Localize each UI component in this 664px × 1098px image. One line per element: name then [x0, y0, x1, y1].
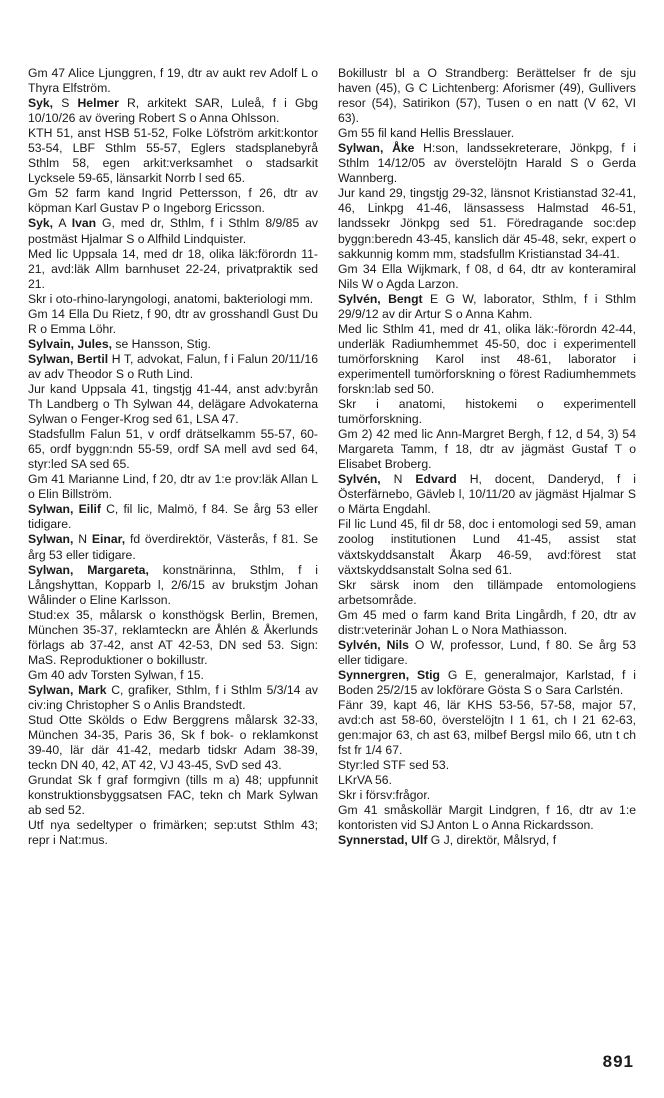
biography-entry-heading [28, 532, 318, 562]
biography-paragraph [28, 713, 318, 773]
entry-text: Gm 14 Ella Du Rietz, f 90, dtr av grosshandl Gust Du R o Emma Löhr. [28, 306, 318, 336]
entry-text: Gm 47 Alice Ljunggren, f 19, dtr av aukt rev Adolf L o Thyra Elfström. [28, 66, 318, 96]
entry-name: Sylwan, [28, 682, 74, 697]
entry-text: Stud Otte Skölds o Edw Berggrens målarsk 32-33, München 34-35, Paris 36, Sk f bok- o reklamkonst 39-40, lär där 41-42, medarb tidskr Adam 38-39, teckn DN 40, 42, AT 42, VJ 43-45, SvD sed 43. [28, 713, 318, 773]
entry-name: Sylvén, [338, 291, 381, 306]
biography-entry-heading [338, 833, 636, 848]
biography-entry-heading [28, 216, 318, 246]
entry-text: Gm 34 Ella Wijkmark, f 08, d 64, dtr av konteramiral Nils W o Agda Larzon. [338, 261, 636, 291]
right-column [338, 66, 636, 848]
biography-paragraph [338, 126, 636, 141]
biography-entry-heading [338, 472, 636, 517]
entry-text: KTH 51, anst HSB 51-52, Folke Löfström arkit:kontor 53-54, LBF Sthlm 55-57, Eglers stadsplanebyrå Sthlm 58, egen arkit:verksamhet o stadsarkit Lycksele 59-65, länsarkit Norrb l sed 65. [28, 126, 318, 186]
entry-given: Helmer [77, 96, 119, 111]
entry-name: Syk, [28, 96, 54, 111]
entry-name: Sylvain, Jules, [28, 336, 113, 351]
entry-given: Bertil [76, 351, 109, 366]
entry-given: Stig [416, 667, 440, 682]
entry-text: se Hansson, Stig. [115, 336, 211, 351]
biography-paragraph [28, 247, 318, 292]
biography-paragraph [338, 322, 636, 397]
entry-given: Eilif [78, 502, 101, 517]
entry-given: Einar, [91, 532, 126, 547]
entry-text: Utf nya sedeltyper o frimärken; sep:utst Sthlm 43; repr i Nat:mus. [28, 818, 318, 848]
entry-text: Grundat Sk f graf formgivn (tills m a) 48; uppfunnit konstruktionsbyggsatsen FAC, tekn ch Mark Sylwan ab sed 52. [28, 773, 318, 818]
entry-text: Gm 41 småskollär Margit Lindgren, f 16, dtr av 1:e kontoristen vid SJ Anton L o Anna Rickardsson. [338, 803, 636, 833]
biography-paragraph [28, 608, 318, 668]
biography-paragraph [338, 66, 636, 126]
biography-paragraph [28, 292, 318, 307]
entry-name2: N [393, 472, 403, 487]
entry-text: Skr särsk inom den tillämpade entomologiens arbetsområde. [338, 577, 636, 607]
biography-paragraph [338, 803, 636, 833]
entry-name: Synnergren, [338, 667, 410, 682]
biography-entry-heading [338, 668, 636, 698]
entry-text: Gm 2) 42 med lic Ann-Margret Bergh, f 12, d 54, 3) 54 Margareta Tamm, f 18, dtr av jägmäst Gustaf T o Elisabet Broberg. [338, 427, 636, 472]
biography-entry-heading [338, 292, 636, 322]
entry-text: H, docent, Danderyd, f i Österfärnebo, Gävleb l, 10/11/20 av jägmäst Hjalmar S o Märta Engdahl. [338, 472, 636, 517]
biography-entry-heading [28, 502, 318, 532]
entry-given: Ulf [411, 833, 428, 848]
entry-text: H:son, landssekreterare, Jönkpg, f i Sthlm 14/12/05 av överstelöjtn Harald S o Gerda Wannberg. [338, 141, 637, 186]
entry-text: Gm 45 med o farm kand Brita Lingårdh, f 20, dtr av distr:veterinär Johan L o Nora Mathiasson. [338, 607, 636, 637]
biography-paragraph [28, 818, 318, 848]
left-column [28, 66, 318, 848]
entry-name: Sylwan, [28, 532, 74, 547]
entry-text: Jur kand Uppsala 41, tingstjg 41-44, anst adv:byrån Th Landberg o Th Sylwan 44, delägare Advokaterna Sylwan o Fenger-Krog sed 61, LSA 47. [28, 381, 318, 427]
biography-paragraph [28, 427, 318, 472]
entry-text: G, med dr, Sthlm, f i Sthlm 8/9/85 av postmäst Hjalmar S o Alfhild Lindquister. [28, 216, 319, 246]
biography-paragraph [28, 186, 318, 216]
biography-paragraph [338, 758, 636, 773]
entry-text: C, grafiker, Sthlm, f i Sthlm 5/3/14 av civ:ing Christopher S o Anlis Brandstedt. [28, 682, 319, 712]
entry-text: Stadsfullm Falun 51, v ordf drätselkamm 55-57, 60-65, ordf byggn:ndn 55-59, ordf SA mell avd sed 64, styr:led SA sed 65. [28, 427, 318, 472]
biography-entry-heading [28, 352, 318, 382]
entry-text: G J, direktör, Målsryd, f [430, 833, 557, 848]
entry-name: Sylwan, [28, 351, 74, 366]
entry-text: Skr i anatomi, histokemi o experimentell tumörforskning. [338, 397, 636, 427]
entry-text: Bokillustr bl a O Strandberg: Berättelser fr de sju haven (45), G C Lichtenberg: Aforismer (49), Gullivers resor (54), Satirikon (57), Tusen o en natt (V 62, VI 63). [338, 66, 636, 126]
entry-given: Ivan [71, 216, 97, 231]
biography-paragraph [338, 578, 636, 608]
entry-text: G E, generalmajor, Karlstad, f i Boden 25/2/15 av lokförare Gösta S o Sara Carlstén. [338, 667, 636, 697]
entry-name: Sylvén, [338, 472, 381, 487]
entry-text: Skr i försv:frågor. [338, 788, 431, 803]
biography-paragraph [28, 668, 318, 683]
entry-text: C, fil lic, Malmö, f 84. Se årg 53 eller tidigare. [28, 502, 319, 532]
entry-name: Syk, [28, 216, 54, 231]
biography-paragraph [338, 517, 636, 577]
entry-text: H T, advokat, Falun, f i Falun 20/11/16 av adv Theodor S o Ruth Lind. [28, 351, 318, 381]
entry-given: Nils [386, 637, 409, 652]
biography-paragraph [28, 472, 318, 502]
biography-paragraph [28, 382, 318, 427]
entry-text: Gm 55 fil kand Hellis Bresslauer. [338, 126, 515, 141]
entry-given: Mark [78, 682, 107, 697]
biography-entry-heading [28, 96, 318, 126]
biography-entry-heading [338, 638, 636, 668]
biography-paragraph [338, 608, 636, 638]
entry-name: Sylwan, [28, 502, 74, 517]
entry-name: Sylwan, [338, 141, 384, 156]
entry-name: Synnerstad, [338, 833, 408, 848]
entry-name2: N [78, 532, 88, 547]
biography-paragraph [338, 788, 636, 803]
entry-text: Skr i oto-rhino-laryngologi, anatomi, bakteriologi mm. [28, 291, 314, 306]
entry-text: Gm 52 farm kand Ingrid Pettersson, f 26, dtr av köpman Karl Gustav P o Ingeborg Ericsson. [28, 186, 318, 216]
biography-paragraph [338, 397, 636, 427]
biography-paragraph [28, 126, 318, 186]
entry-text: E G W, laborator, Sthlm, f i Sthlm 29/9/12 av dir Artur S o Anna Kahm. [338, 291, 636, 321]
entry-text: Stud:ex 35, målarsk o konsthögsk Berlin, Bremen, München 35-37, reklamteckn are Åhlén & Åkerlunds förlags ab 37-42, anst AT 42-53, DN sed 53. Sign: MaS. Reproduktioner o bokillustr. [28, 607, 318, 667]
entry-given: Edvard [415, 472, 457, 487]
entry-text: Med lic Sthlm 41, med dr 41, olika läk:-förordn 42-44, underläk Radiumhemmet 45-50, doc i experimentell tumörforskning Karol inst 48-61, laborator i experimentell tumörforskning o förest Radiumhemmets forskn:lab sed 50. [338, 321, 636, 396]
biography-paragraph [28, 66, 318, 96]
entry-name: Sylvén, [338, 637, 381, 652]
entry-text: LKrVA 56. [338, 773, 392, 788]
entry-text: O W, professor, Lund, f 80. Se årg 53 eller tidigare. [338, 637, 636, 667]
entry-text: Jur kand 29, tingstjg 29-32, länsnot Kristianstad 32-41, 46, Linkpg 41-46, länsassess Halmstad 46-51, landssekr Jönkpg sed 51. Föredragande soc:dep byggn:beredn 43-45, kanslich där 45-48, sekr, expert o sakkunnig komm mm, stadsfullm Kristianstad 34-41. [338, 186, 636, 261]
entry-text: Fänr 39, kapt 46, lär KHS 53-56, 57-58, major 57, avd:ch ast 58-60, överstelöjtn I 1 61, ch I 21 62-63, gen:major 63, ch ast 63, milbef Bergsl milo 66, utn t ch fst fr 1/4 67. [338, 697, 636, 758]
biography-paragraph [338, 262, 636, 292]
entry-name: Sylwan, Margareta, [28, 562, 149, 577]
entry-text: R, arkitekt SAR, Luleå, f i Gbg 10/10/26 av övering Robert S o Anna Ohlsson. [28, 96, 319, 126]
biography-entry-heading [28, 337, 318, 352]
entry-text: Med lic Uppsala 14, med dr 18, olika läk:förordn 11-21, avd:läk Allm barnhuset 22-24, privatpraktik sed 21. [28, 246, 318, 291]
entry-name2: A [58, 216, 66, 231]
biography-paragraph [28, 307, 318, 337]
entry-given: Bengt [388, 291, 423, 306]
entry-text: Fil lic Lund 45, fil dr 58, doc i entomologi sed 59, aman zoolog institutionen Lund 41-45, assist stat växtskyddsanstalt Åkarp 46-59, avd:förest stat växtskyddsanstalt Solna sed 61. [338, 517, 636, 577]
entry-text: Gm 40 adv Torsten Sylwan, f 15. [28, 667, 204, 682]
entry-given: Åke [392, 141, 415, 156]
biography-entry-heading [338, 141, 636, 186]
entry-text: Gm 41 Marianne Lind, f 20, dtr av 1:e prov:läk Allan L o Elin Billström. [28, 472, 318, 502]
biography-paragraph [338, 698, 636, 758]
page-number: 891 [602, 1052, 634, 1071]
entry-name2: S [61, 96, 70, 111]
entry-text: Styr:led STF sed 53. [338, 758, 450, 773]
biography-entry-heading [28, 683, 318, 713]
biography-paragraph [28, 773, 318, 818]
biography-paragraph [338, 773, 636, 788]
biography-paragraph [338, 427, 636, 472]
biography-entry-heading [28, 563, 318, 608]
entry-text: fd överdirektör, Västerås, f 81. Se årg 53 eller tidigare. [28, 532, 319, 562]
biography-paragraph [338, 186, 636, 261]
entry-text: konstnärinna, Sthlm, f i Långshyttan, Kopparb l, 2/6/15 av brukstjm Johan Wålinder o Eline Karlsson. [28, 562, 318, 607]
